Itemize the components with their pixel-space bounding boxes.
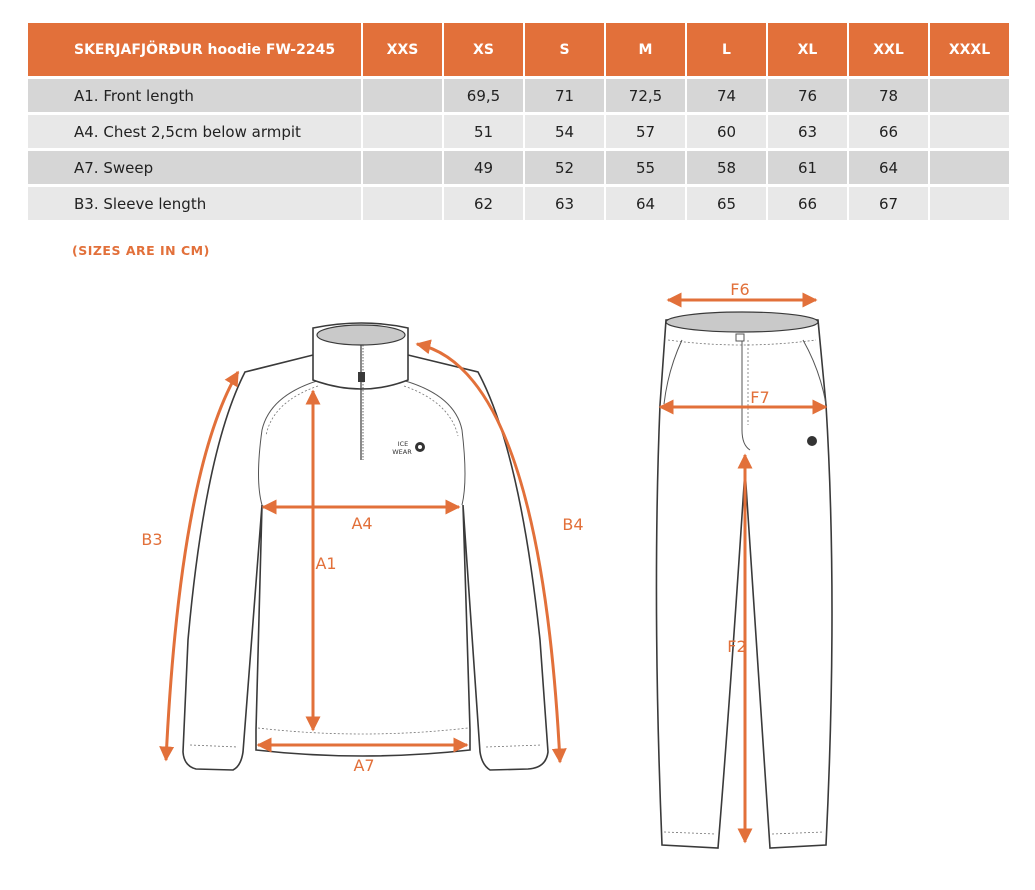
size-header-xl: XL: [768, 23, 847, 76]
table-cell: 62: [444, 187, 523, 220]
size-header-xxl: XXL: [849, 23, 928, 76]
b4-label: B4: [562, 515, 584, 534]
f6-label: F6: [730, 280, 750, 299]
table-cell: 58: [687, 151, 766, 184]
size-header-s: S: [525, 23, 604, 76]
table-cell: 72,5: [606, 79, 685, 112]
table-cell: 54: [525, 115, 604, 148]
table-cell: 60: [687, 115, 766, 148]
table-cell: 66: [768, 187, 847, 220]
size-header-l: L: [687, 23, 766, 76]
table-cell: 67: [849, 187, 928, 220]
b3-label: B3: [141, 530, 163, 549]
table-cell: 52: [525, 151, 604, 184]
f2-label: F2: [727, 637, 747, 656]
size-header-m: M: [606, 23, 685, 76]
row-label: A4. Chest 2,5cm below armpit: [28, 115, 361, 148]
row-label: A7. Sweep: [28, 151, 361, 184]
table-cell: 66: [849, 115, 928, 148]
table-cell: 63: [525, 187, 604, 220]
a7-label: A7: [353, 756, 375, 775]
size-header-xxxl: XXXL: [930, 23, 1009, 76]
row-label: A1. Front length: [28, 79, 361, 112]
pants-illustration: [656, 280, 832, 848]
table-cell: 49: [444, 151, 523, 184]
table-cell: 74: [687, 79, 766, 112]
table-cell: 57: [606, 115, 685, 148]
a1-label: A1: [315, 554, 337, 573]
table-cell: 61: [768, 151, 847, 184]
row-label: B3. Sleeve length: [28, 187, 361, 220]
table-cell: 65: [687, 187, 766, 220]
top-garment-illustration: [141, 323, 583, 775]
table-cell: 71: [525, 79, 604, 112]
svg-text:ICE: ICE: [397, 440, 409, 448]
table-cell: 51: [444, 115, 523, 148]
table-cell: 78: [849, 79, 928, 112]
table-cell: 63: [768, 115, 847, 148]
table-cell: 55: [606, 151, 685, 184]
table-cell: 64: [606, 187, 685, 220]
size-header-xxs: XXS: [363, 23, 442, 76]
table-cell: 64: [849, 151, 928, 184]
a4-label: A4: [351, 514, 373, 533]
f7-label: F7: [750, 388, 770, 407]
table-cell: 69,5: [444, 79, 523, 112]
size-header-xs: XS: [444, 23, 523, 76]
units-note: (SIZES ARE IN CM): [72, 243, 210, 258]
table-title: SKERJAFJÖRÐUR hoodie FW-2245: [28, 23, 361, 76]
table-cell: 76: [768, 79, 847, 112]
pants-logo-icon: [807, 436, 817, 446]
svg-text:WEAR: WEAR: [392, 448, 412, 456]
